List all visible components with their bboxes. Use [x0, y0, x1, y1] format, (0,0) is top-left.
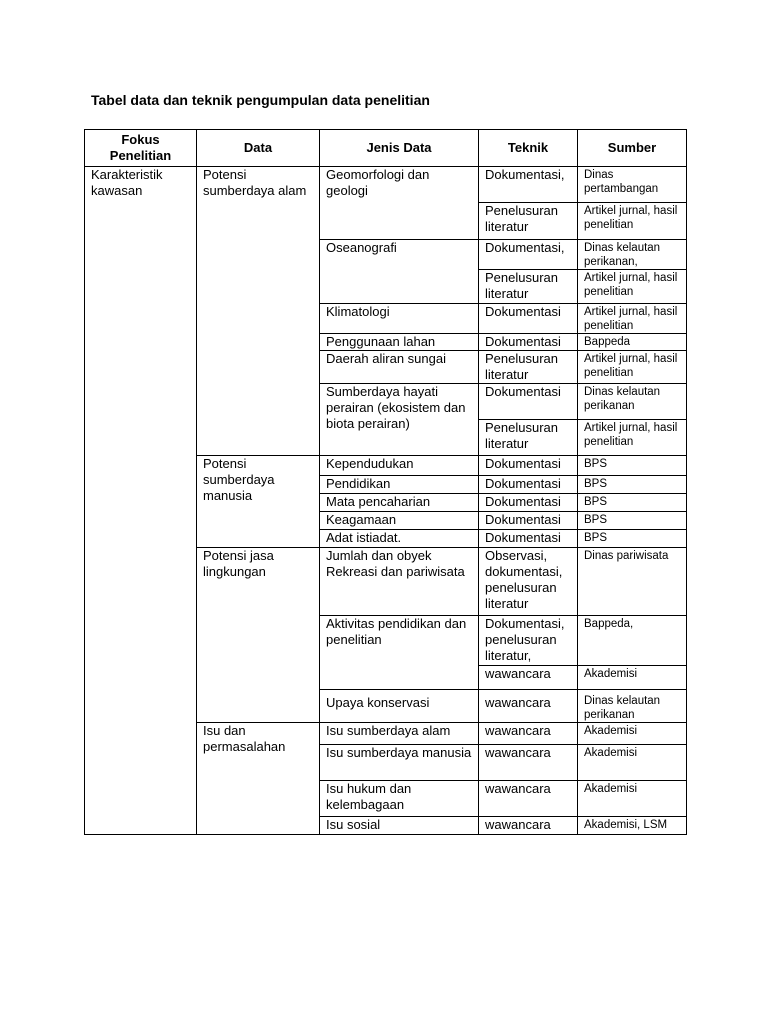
jenis-cell: Adat istiadat. [320, 530, 479, 548]
jenis-cell: Keagamaan [320, 512, 479, 530]
teknik-cell: wawancara [479, 690, 578, 723]
jenis-cell: Klimatologi [320, 304, 479, 334]
sumber-cell: Artikel jurnal, hasil penelitian [578, 270, 687, 304]
jenis-cell: Daerah aliran sungai [320, 351, 479, 384]
sumber-cell: Dinas kelautan perikanan, [578, 240, 687, 270]
teknik-cell: Dokumentasi [479, 512, 578, 530]
jenis-cell: Isu hukum dan kelembagaan [320, 781, 479, 817]
teknik-cell: Dokumentasi [479, 334, 578, 351]
jenis-cell: Pendidikan [320, 476, 479, 494]
header-data: Data [197, 130, 320, 167]
jenis-cell: Upaya konservasi [320, 690, 479, 723]
jenis-cell: Jumlah dan obyek Rekreasi dan pariwisata [320, 548, 479, 616]
data-cell: Potensi sumberdaya alam [197, 167, 320, 456]
sumber-cell: Bappeda [578, 334, 687, 351]
data-table [84, 129, 687, 835]
sumber-cell: Akademisi [578, 666, 687, 690]
teknik-cell: Dokumentasi, [479, 167, 578, 203]
teknik-cell: Dokumentasi [479, 304, 578, 334]
sumber-cell: Akademisi [578, 745, 687, 781]
jenis-cell: Penggunaan lahan [320, 334, 479, 351]
teknik-cell: Dokumentasi [479, 530, 578, 548]
teknik-cell: Dokumentasi [479, 384, 578, 420]
teknik-cell: Dokumentasi [479, 494, 578, 512]
teknik-cell: Dokumentasi [479, 456, 578, 476]
teknik-cell: wawancara [479, 723, 578, 745]
sumber-cell: BPS [578, 512, 687, 530]
sumber-cell: Dinas kelautan perikanan [578, 690, 687, 723]
teknik-cell: Observasi, dokumentasi, penelusuran literatur [479, 548, 578, 616]
sumber-cell: Dinas pariwisata [578, 548, 687, 616]
jenis-cell: Isu sosial [320, 817, 479, 835]
jenis-cell: Geomorfologi dan geologi [320, 167, 479, 240]
jenis-cell: Sumberdaya hayati perairan (ekosistem dan biota perairan) [320, 384, 479, 456]
teknik-cell: wawancara [479, 745, 578, 781]
jenis-cell: Oseanografi [320, 240, 479, 304]
sumber-cell: BPS [578, 494, 687, 512]
teknik-cell: wawancara [479, 781, 578, 817]
jenis-cell: Aktivitas pendidikan dan penelitian [320, 616, 479, 690]
teknik-cell: Penelusuran literatur [479, 351, 578, 384]
sumber-cell: BPS [578, 456, 687, 476]
teknik-cell: Dokumentasi, penelusuran literatur, [479, 616, 578, 666]
sumber-cell: Artikel jurnal, hasil penelitian [578, 203, 687, 240]
data-cell: Potensi jasa lingkungan [197, 548, 320, 723]
header-fokus: Fokus Penelitian [85, 130, 197, 167]
header-jenis-data: Jenis Data [320, 130, 479, 167]
sumber-cell: Bappeda, [578, 616, 687, 666]
jenis-cell: Kependudukan [320, 456, 479, 476]
teknik-cell: Penelusuran literatur [479, 420, 578, 456]
data-cell: Potensi sumberdaya manusia [197, 456, 320, 548]
sumber-cell: Dinas kelautan perikanan [578, 384, 687, 420]
sumber-cell: Artikel jurnal, hasil penelitian [578, 420, 687, 456]
sumber-cell: Dinas pertambangan [578, 167, 687, 203]
sumber-cell: Artikel jurnal, hasil penelitian [578, 304, 687, 334]
teknik-cell: wawancara [479, 817, 578, 835]
data-cell: Isu dan permasalahan [197, 723, 320, 835]
fokus-cell: Karakteristik kawasan [85, 167, 197, 835]
teknik-cell: Penelusuran literatur [479, 203, 578, 240]
table-title: Tabel data dan teknik pengumpulan data penelitian [91, 92, 430, 108]
sumber-cell: Akademisi [578, 723, 687, 745]
sumber-cell: BPS [578, 476, 687, 494]
header-teknik: Teknik [479, 130, 578, 167]
teknik-cell: Dokumentasi [479, 476, 578, 494]
sumber-cell: Akademisi, LSM [578, 817, 687, 835]
table-row [85, 167, 687, 203]
header-sumber: Sumber [578, 130, 687, 167]
jenis-cell: Isu sumberdaya alam [320, 723, 479, 745]
jenis-cell: Mata pencaharian [320, 494, 479, 512]
header-row [85, 130, 687, 167]
teknik-cell: wawancara [479, 666, 578, 690]
teknik-cell: Penelusuran literatur [479, 270, 578, 304]
jenis-cell: Isu sumberdaya manusia [320, 745, 479, 781]
sumber-cell: Akademisi [578, 781, 687, 817]
teknik-cell: Dokumentasi, [479, 240, 578, 270]
sumber-cell: Artikel jurnal, hasil penelitian [578, 351, 687, 384]
sumber-cell: BPS [578, 530, 687, 548]
